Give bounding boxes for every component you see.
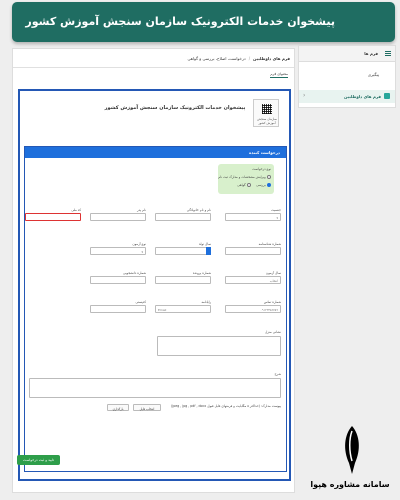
watermark-text: سامانه مشاوره هپوا	[310, 480, 390, 489]
tab-form-content[interactable]: محتوای فرم	[270, 72, 288, 76]
phone-placeholder: ۰۹۱۲۳۴۵۶۷۸۹	[260, 308, 278, 312]
breadcrumb-separator: /	[248, 56, 251, 61]
organization-logo	[253, 99, 279, 127]
submit-request-button[interactable]: تایید و ثبت درخواست	[17, 455, 60, 465]
sidebar-item-label: فرم های داوطلبین	[344, 94, 381, 99]
birth-year-label: سال تولد	[198, 242, 211, 246]
chevron-left-icon: ‹	[303, 92, 306, 99]
request-option-review[interactable]: بررسی گواهی	[237, 182, 271, 187]
choose-file-label: انتخاب فایل	[139, 406, 155, 411]
attachment-label: پیوست مدارک: (حداکثر ۵ مگابایت و فرمتهای قابل قبول jpeg , jpg , pdf , docx)	[171, 404, 281, 408]
student-number-label: شماره دانشجویی	[123, 271, 146, 275]
logo-emblem-icon	[262, 104, 272, 114]
sidebar-item-tracking[interactable]: پیگیری	[367, 72, 379, 77]
form-icon	[384, 93, 390, 99]
sidebar	[298, 45, 396, 108]
national-code-input[interactable]	[25, 213, 81, 221]
watermark	[302, 425, 398, 497]
upload-label: بارگذاری	[112, 406, 124, 411]
upload-button[interactable]	[107, 404, 129, 411]
birth-year-input[interactable]	[155, 247, 211, 255]
file-number-input[interactable]	[155, 276, 211, 284]
request-option-edit[interactable]: ویرایش مشخصات و مدارک ثبت نام	[218, 174, 271, 179]
radio-edit[interactable]	[267, 175, 271, 179]
logo-caption: سازمان سنجش آموزش کشور	[257, 117, 277, 125]
full-name-input[interactable]	[155, 213, 211, 221]
menu-icon[interactable]	[385, 51, 391, 56]
breadcrumb-current: درخواست، اصلاح، بررسی و گواهی	[187, 56, 246, 61]
email-input[interactable]	[155, 305, 211, 313]
postal-code-input[interactable]	[90, 305, 146, 313]
chevron-down-icon: ▾	[276, 216, 278, 220]
exam-year-label: سال آزمون	[265, 271, 281, 275]
breadcrumb	[188, 56, 291, 61]
phone-label: شماره تماس	[263, 300, 281, 304]
phone-input[interactable]	[225, 305, 281, 313]
email-placeholder: Email	[158, 308, 167, 312]
address-textarea[interactable]	[157, 336, 281, 356]
main-content	[12, 48, 295, 493]
sidebar-item-candidate-forms[interactable]	[299, 90, 395, 103]
header-title: پیشخوان خدمات الکترونیک سازمان سنجش آموزش کشور	[25, 15, 335, 28]
chevron-down-icon: ▾	[141, 250, 143, 254]
father-name-label: نام پدر	[137, 208, 146, 212]
exam-year-value: انتخاب	[269, 279, 278, 283]
national-code-label: کد ملی	[71, 208, 81, 212]
form-title: پیشخوان خدمات الکترونیک سازمان سنجش آموزش کشور	[104, 105, 246, 111]
feather-pen-icon	[341, 425, 363, 475]
radio-review[interactable]	[267, 183, 271, 187]
address-label: نشانی منزل	[264, 330, 281, 334]
gender-select[interactable]	[225, 213, 281, 221]
app-header	[12, 2, 395, 42]
gender-label: جنسیت	[271, 208, 281, 212]
choose-file-button[interactable]	[133, 404, 161, 411]
file-number-label: شماره پرونده	[192, 271, 211, 275]
radio-certificate[interactable]	[247, 183, 251, 187]
request-type-box	[218, 164, 274, 194]
sidebar-header	[299, 46, 395, 62]
exam-type-label: نوع آزمون	[132, 242, 146, 246]
requester-panel	[24, 146, 287, 472]
exam-type-select[interactable]	[90, 247, 146, 255]
description-textarea[interactable]	[29, 378, 281, 398]
form-container	[18, 89, 291, 481]
full-name-label: نام و نام خانوادگی	[186, 208, 211, 212]
email-label: رایانامه	[201, 300, 211, 304]
father-name-input[interactable]	[90, 213, 146, 221]
tab-divider	[13, 67, 294, 68]
calendar-icon[interactable]	[206, 247, 211, 255]
exam-year-select[interactable]	[225, 276, 281, 284]
sidebar-title: فرم ها	[364, 51, 378, 56]
breadcrumb-root[interactable]: فرم های داوطلبین	[253, 56, 290, 61]
description-label: شرح	[274, 372, 281, 376]
id-number-label: شماره شناسنامه	[258, 242, 281, 246]
postal-code-label: کدپستی	[135, 300, 146, 304]
request-type-label: نوع درخواست	[252, 167, 271, 171]
panel-title: درخواست کننده	[249, 150, 280, 155]
panel-header	[25, 147, 286, 158]
student-number-input[interactable]	[90, 276, 146, 284]
id-number-input[interactable]	[225, 247, 281, 255]
